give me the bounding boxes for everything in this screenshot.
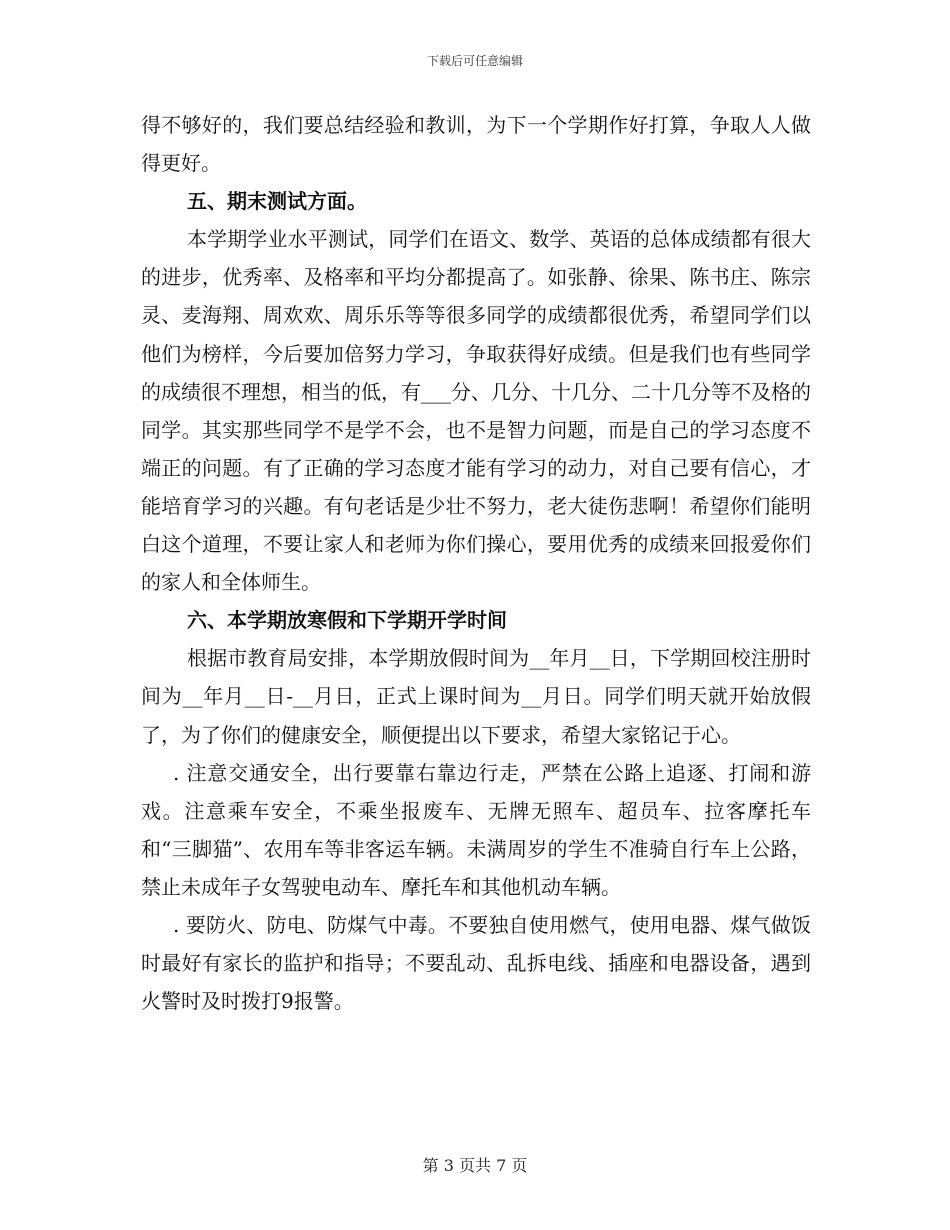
section-heading-holiday-schedule: 六、本学期放寒假和下学期开学时间 [187, 608, 507, 633]
document-body [141, 106, 811, 1020]
paragraph-holiday-schedule: 根据市教育局安排，本学期放假时间为__年月__日，下学期回校注册时间为__年月__日-__月日，正式上课时间为__月日。同学们明天就开始放假了，为了你们的健康安全，顺便提出以下要求，希望大家铭记于心。 [141, 646, 811, 747]
paragraph-continuation: 得不够好的，我们要总结经验和教训，为下一个学期作好打算，争取人人做得更好。 [141, 113, 811, 176]
page-number: 第 3 页共 7 页 [422, 1156, 528, 1175]
page-header: 下载后可任意编辑 [426, 54, 523, 68]
paragraph-final-exam: 本学期学业水平测试，同学们在语文、数学、英语的总体成绩都有很大的进步，优秀率、及格率和平均分都提高了。如张静、徐果、陈书庄、陈宗灵、麦海翔、周欢欢、周乐乐等等很多同学的成绩都很优秀，希望同学们以他们为榜样，今后要加倍努力学习，争取获得好成绩。但是我们也有些同学的成绩很不理想，相当的低，有___分、几分、十几分、二十几分等不及格的同学。其实那些同学不是学不会，也不是智力问题，而是自己的学习态度不端正的问题。有了正确的学习态度才能有学习的动力，对自己要有信心，才能培育学习的兴趣。有句老话是少壮不努力，老大徒伤悲啊！希望你们能明白这个道理，不要让家人和老师为你们操心，要用优秀的成绩来回报爱你们的家人和全体师生。 [141, 227, 811, 595]
list-item-fire-safety: . 要防火、防电、防煤气中毒。不要独自使用燃气，使用电器、煤气做饭时最好有家长的监护和指导；不要乱动、乱拆电线、插座和电器设备，遇到火警时及时拨打9报警。 [141, 912, 811, 1014]
list-item-traffic-safety: . 注意交通安全，出行要靠右靠边行走，严禁在公路上追逐、打闹和游戏。注意乘车安全，不乘坐报废车、无牌无照车、超员车、拉客摩托车和“三脚猫”、农用车等非客运车辆。未满周岁的学生不准骑自行车上公路，禁止未成年子女驾驶电动车、摩托车和其他机动车辆。 [141, 760, 811, 899]
section-heading-final-exam: 五、期末测试方面。 [187, 189, 367, 214]
